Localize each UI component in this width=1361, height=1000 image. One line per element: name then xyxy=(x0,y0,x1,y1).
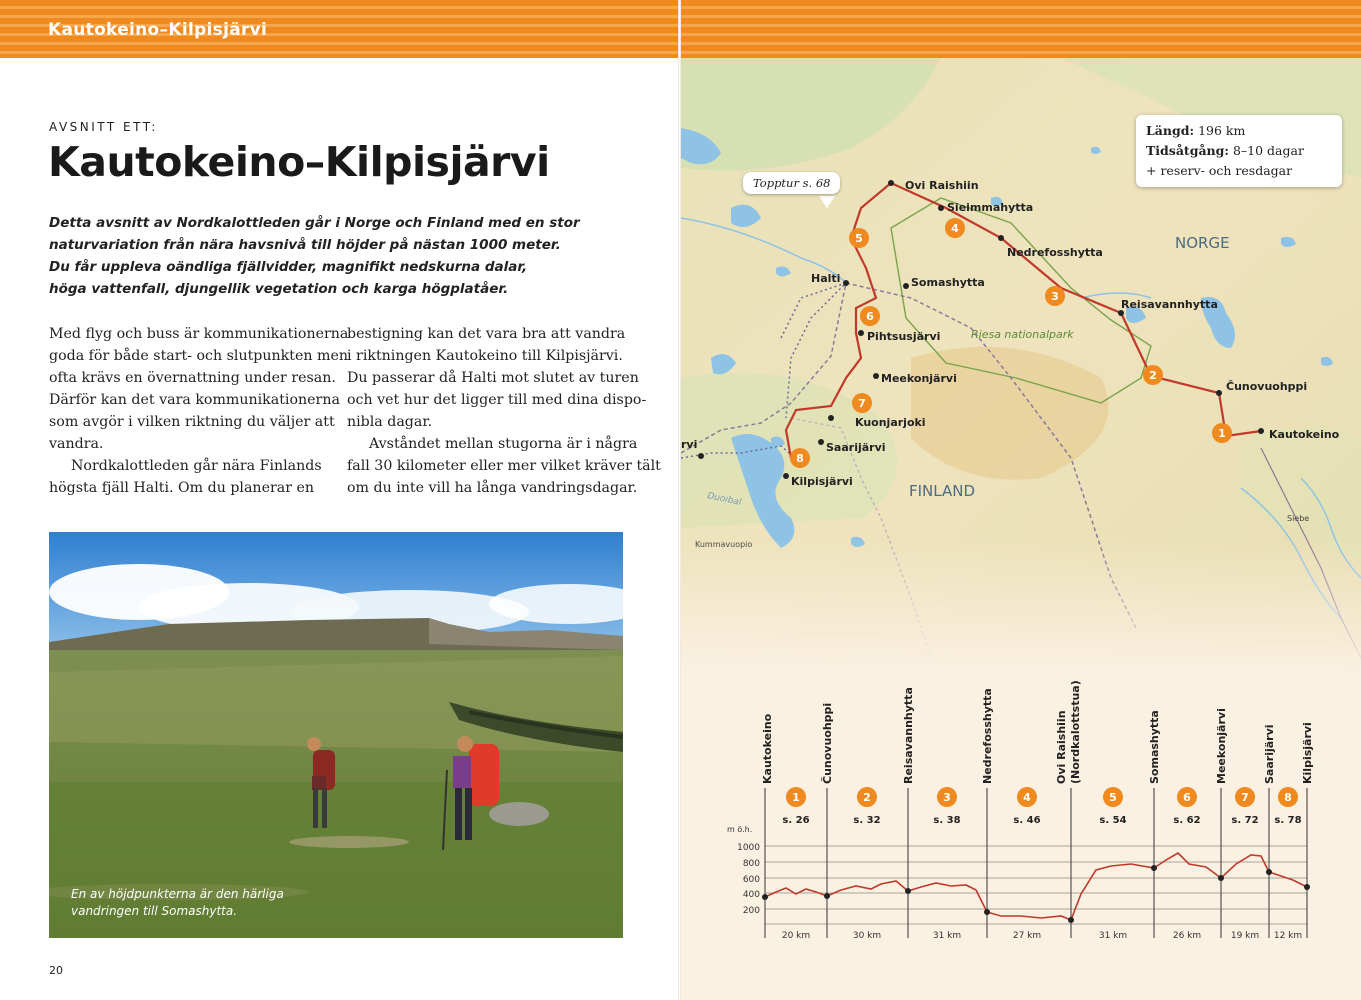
svg-text:2: 2 xyxy=(1149,369,1157,382)
svg-text:1000: 1000 xyxy=(737,843,760,853)
label-kuonjarjoki: Kuonjarjoki xyxy=(855,416,926,429)
body-line: Avståndet mellan stugorna är i några xyxy=(369,436,638,452)
station-lines xyxy=(765,788,1307,938)
svg-text:600: 600 xyxy=(742,875,760,885)
svg-text:1: 1 xyxy=(792,791,800,804)
photo-caption xyxy=(71,886,284,920)
station-label: (Nordkalottstua) xyxy=(1069,680,1082,784)
svg-text:s. 78: s. 78 xyxy=(1274,815,1302,826)
stage-ref[interactable] xyxy=(933,787,960,826)
stage-marker xyxy=(1045,286,1065,306)
svg-text:s. 38: s. 38 xyxy=(933,815,961,826)
svg-text:s. 72: s. 72 xyxy=(1231,815,1259,826)
body-line: goda för både start- och slutpunkten men xyxy=(49,348,348,364)
stage-refs xyxy=(782,787,1301,826)
stage-ref[interactable] xyxy=(853,787,880,826)
body-line: Du passerar då Halti mot slutet av turen xyxy=(347,370,639,386)
stage-ref[interactable] xyxy=(782,787,809,826)
caption-line: En av höjdpunkterna är den härliga xyxy=(71,887,284,901)
svg-text:27 km: 27 km xyxy=(1012,931,1042,941)
svg-text:12 km: 12 km xyxy=(1273,931,1303,941)
label-meekonjarvi: Meekonjärvi xyxy=(881,372,957,385)
length-label: Längd: xyxy=(1146,123,1195,138)
station-label: Kautokeino xyxy=(761,713,774,784)
svg-text:s. 26: s. 26 xyxy=(782,815,810,826)
page-title: Kautokeino–Kilpisjärvi xyxy=(48,138,550,186)
right-page xyxy=(681,0,1361,1000)
profile-y-ticks xyxy=(737,843,760,916)
page-number: 20 xyxy=(49,964,63,977)
svg-text:6: 6 xyxy=(1183,791,1191,804)
svg-text:26 km: 26 km xyxy=(1172,931,1202,941)
svg-text:7: 7 xyxy=(1241,791,1249,804)
station-label: Nedrefosshytta xyxy=(981,688,994,784)
country-norway: NORGE xyxy=(1175,234,1230,252)
svg-text:6: 6 xyxy=(866,310,874,323)
station-label: Ovi Raishiin xyxy=(1055,710,1068,784)
stage-marker xyxy=(945,218,965,238)
photo-illustration xyxy=(49,532,623,938)
body-line: Därför kan det vara kommunikationerna xyxy=(49,392,340,408)
body-line: ofta krävs en övernattning under resan. xyxy=(49,370,336,386)
body-line: och vet hur det ligger till med dina dispo- xyxy=(347,392,647,408)
intro-line: höga vattenfall, djungellik vegetation och karga högplatåer. xyxy=(49,281,509,297)
profile-dots xyxy=(762,865,1310,923)
station-label: Kilpisjärvi xyxy=(1301,722,1314,784)
station-label: Čunovuohppi xyxy=(821,702,834,784)
label-kautokeino: Kautokeino xyxy=(1269,428,1340,441)
body-line: i riktningen Kautokeino till Kilpisjärvi. xyxy=(347,348,623,364)
label-somashytta: Somashytta xyxy=(911,276,985,289)
body-line: fall 30 kilometer eller mer vilket kräver tält xyxy=(347,458,661,474)
svg-text:8: 8 xyxy=(1284,791,1292,804)
stage-distances xyxy=(782,931,1302,941)
station-names xyxy=(761,680,1314,784)
body-line: bestigning kan det vara bra att vandra xyxy=(347,326,626,342)
label-siebe: Siebe xyxy=(1287,514,1310,523)
body-line: nibla dagar. xyxy=(347,414,433,430)
svg-text:3: 3 xyxy=(1051,290,1059,303)
svg-text:2: 2 xyxy=(863,791,871,804)
country-finland: FINLAND xyxy=(909,482,976,500)
svg-text:5: 5 xyxy=(855,232,863,245)
label-reisavannhytta: Reisavannhytta xyxy=(1121,298,1218,311)
topptur-callout: Topptur s. 68 xyxy=(743,172,840,194)
svg-text:800: 800 xyxy=(742,859,760,869)
stage-ref[interactable] xyxy=(1173,787,1200,826)
intro-line: Du får uppleva oändliga fjällvidder, magnifikt nedskurna dalar, xyxy=(49,259,528,275)
section-header: Kautokeino–Kilpisjärvi xyxy=(48,20,268,40)
body-line: som avgör i vilken riktning du väljer att xyxy=(49,414,335,430)
stage-ref[interactable] xyxy=(1231,787,1258,826)
elevation-line xyxy=(765,853,1307,920)
intro-line: naturvariation från nära havsnivå till höjder på nästan 1000 meter. xyxy=(49,237,561,253)
time-label: Tidsåtgång: xyxy=(1146,143,1229,158)
label-sieimmahytta: Sieimmahytta xyxy=(947,201,1034,214)
label-pihtsusjarvi: Pihtsusjärvi xyxy=(867,330,941,343)
svg-text:4: 4 xyxy=(951,222,959,235)
station-label: Saarijärvi xyxy=(1263,724,1276,784)
stage-marker xyxy=(860,306,880,326)
svg-text:s. 32: s. 32 xyxy=(853,815,881,826)
body-line: Med flyg och buss är kommunikationerna xyxy=(49,326,349,342)
svg-text:20 km: 20 km xyxy=(781,931,811,941)
body-column-2 xyxy=(347,323,661,499)
svg-text:5: 5 xyxy=(1109,791,1117,804)
stage-marker xyxy=(790,448,810,468)
label-nedrefosshytta: Nedrefosshytta xyxy=(1007,246,1103,259)
svg-text:4: 4 xyxy=(1023,791,1031,804)
elevation-profile xyxy=(681,680,1361,1000)
svg-text:s. 46: s. 46 xyxy=(1013,815,1041,826)
intro-line: Detta avsnitt av Nordkalottleden går i Norge och Finland med en stor xyxy=(49,215,580,231)
stage-ref[interactable] xyxy=(1013,787,1040,826)
svg-text:s. 54: s. 54 xyxy=(1099,815,1127,826)
profile-unit: m ö.h. xyxy=(727,825,753,834)
station-label: Somashytta xyxy=(1148,710,1161,784)
station-label: Reisavannhytta xyxy=(902,687,915,784)
caption-line: vandringen till Somashytta. xyxy=(71,904,238,918)
length-value: 196 km xyxy=(1198,123,1246,138)
stage-marker xyxy=(849,228,869,248)
body-line: Nordkalottleden går nära Finlands xyxy=(71,458,322,474)
body-line: om du inte vill ha långa vandringsdagar. xyxy=(347,480,638,496)
svg-text:19 km: 19 km xyxy=(1230,931,1260,941)
label-ovi-raishiin: Ovi Raishiin xyxy=(905,179,979,192)
profile-grid xyxy=(765,846,1307,924)
svg-text:400: 400 xyxy=(742,890,760,900)
stage-marker xyxy=(852,393,872,413)
stage-marker xyxy=(1212,423,1232,443)
kicker: AVSNITT ETT: xyxy=(49,120,158,134)
time-value: 8–10 dagar xyxy=(1232,143,1304,158)
stage-ref[interactable] xyxy=(1274,787,1301,826)
body-line: vandra. xyxy=(49,436,104,452)
park-label: Riesa nationalpark xyxy=(971,328,1074,341)
label-partial: rvi xyxy=(681,438,698,451)
station-label: Meekonjärvi xyxy=(1215,708,1228,784)
route-info-box xyxy=(1136,115,1342,187)
header-stripe-right xyxy=(681,0,1361,58)
stage-marker xyxy=(1143,365,1163,385)
svg-text:31 km: 31 km xyxy=(1098,931,1128,941)
svg-text:200: 200 xyxy=(742,906,760,916)
hiking-photo xyxy=(49,532,623,938)
svg-text:1: 1 xyxy=(1218,427,1226,440)
svg-text:s. 62: s. 62 xyxy=(1173,815,1201,826)
svg-text:30 km: 30 km xyxy=(852,931,882,941)
extra-days: + reserv- och resdagar xyxy=(1146,163,1293,178)
body-column-1 xyxy=(49,323,349,499)
label-cunovuohppi: Čunovuohppi xyxy=(1226,380,1308,393)
label-saarijarvi: Saarijärvi xyxy=(826,441,886,454)
svg-text:3: 3 xyxy=(943,791,951,804)
left-page xyxy=(0,0,678,1000)
label-kilpisjarvi: Kilpisjärvi xyxy=(791,475,853,488)
svg-text:31 km: 31 km xyxy=(932,931,962,941)
body-line: högsta fjäll Halti. Om du planerar en xyxy=(49,480,315,496)
label-duoibal: Duoibal xyxy=(706,491,743,509)
callout-tail xyxy=(819,196,835,208)
stage-ref[interactable] xyxy=(1099,787,1126,826)
intro-paragraph xyxy=(49,212,609,300)
label-halti: Halti xyxy=(811,272,841,285)
svg-text:8: 8 xyxy=(796,452,804,465)
svg-text:7: 7 xyxy=(858,397,866,410)
